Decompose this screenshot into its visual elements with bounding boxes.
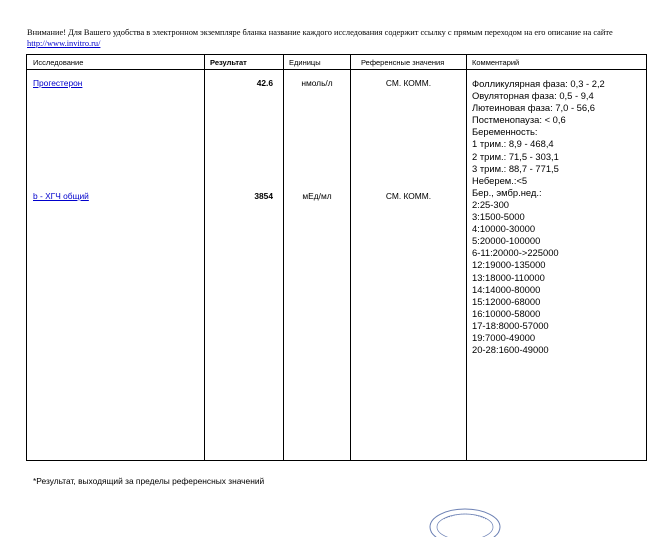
comment-line: 13:18000-110000: [472, 271, 545, 283]
comment-line: 2 трим.: 71,5 - 303,1: [472, 150, 559, 162]
lab-stamp-icon: [428, 507, 502, 537]
comment-line: 12:19000-135000: [472, 259, 546, 271]
comment-line: 14:14000-80000: [472, 283, 541, 295]
comment-line: 16:10000-58000: [472, 307, 541, 319]
comment-line: 19:7000-49000: [472, 331, 536, 343]
comment-line: Бер., эмбр.нед.:: [472, 186, 542, 198]
notice-text: [27, 27, 647, 49]
comment-line: Постменопауза: < 0,6: [472, 114, 566, 126]
test-link-progesterone[interactable]: Прогестерон: [33, 78, 83, 88]
comment-line: 1 трим.: 8,9 - 468,4: [472, 138, 554, 150]
header-reference: Референсные значения: [361, 58, 445, 67]
column-divider: [350, 55, 351, 460]
result-value: 42.6: [256, 78, 273, 88]
column-divider: [283, 55, 284, 460]
comment-line: 17-18:8000-57000: [472, 319, 549, 331]
comment-line: Фолликулярная фаза: 0,3 - 2,2: [472, 78, 605, 89]
comment-line: 4:10000-30000: [472, 223, 536, 235]
notice-message: Внимание! Для Вашего удобства в электронном экземпляре бланка название каждого исследования содержит ссылку с прямым переходом на его описание на сайте: [27, 28, 613, 37]
reference-value: СМ. КОММ.: [385, 78, 432, 88]
results-table: [26, 54, 647, 461]
header-test: Исследование: [33, 58, 84, 67]
result-value: 3854: [254, 191, 273, 201]
test-link-hcg[interactable]: b - ХГЧ общий: [33, 191, 89, 201]
reference-value: СМ. КОММ.: [385, 191, 432, 201]
comment-line: 20-28:1600-49000: [472, 344, 549, 356]
comment-line: 3:1500-5000: [472, 211, 525, 223]
footnote: *Результат, выходящий за пределы референсных значений: [33, 476, 265, 486]
header-comment: Комментарий: [472, 58, 520, 67]
comment-line: Беременность:: [472, 126, 538, 138]
comment-line: 3 трим.: 88,7 - 771,5: [472, 162, 559, 174]
comment-line: 2:25-300: [472, 198, 510, 210]
invitro-site-link[interactable]: http://www.invitro.ru/: [27, 39, 101, 48]
comment-line: Неберем.:<5: [472, 174, 528, 186]
header-divider: [27, 69, 646, 70]
column-divider: [204, 55, 205, 460]
header-result: Результат: [210, 58, 247, 67]
comment-line: Лютеиновая фаза: 7,0 - 56,6: [472, 102, 595, 114]
header-units: Единицы: [289, 58, 321, 67]
comment-column: [472, 78, 642, 356]
comment-line: 5:20000-100000: [472, 235, 541, 247]
comment-line: Овуляторная фаза: 0,5 - 9,4: [472, 90, 594, 102]
units-value: нмоль/л: [301, 78, 333, 88]
units-value: мЕд/мл: [302, 191, 332, 201]
comment-line: 6-11:20000->225000: [472, 247, 559, 259]
column-divider: [466, 55, 467, 460]
comment-line: 15:12000-68000: [472, 295, 541, 307]
